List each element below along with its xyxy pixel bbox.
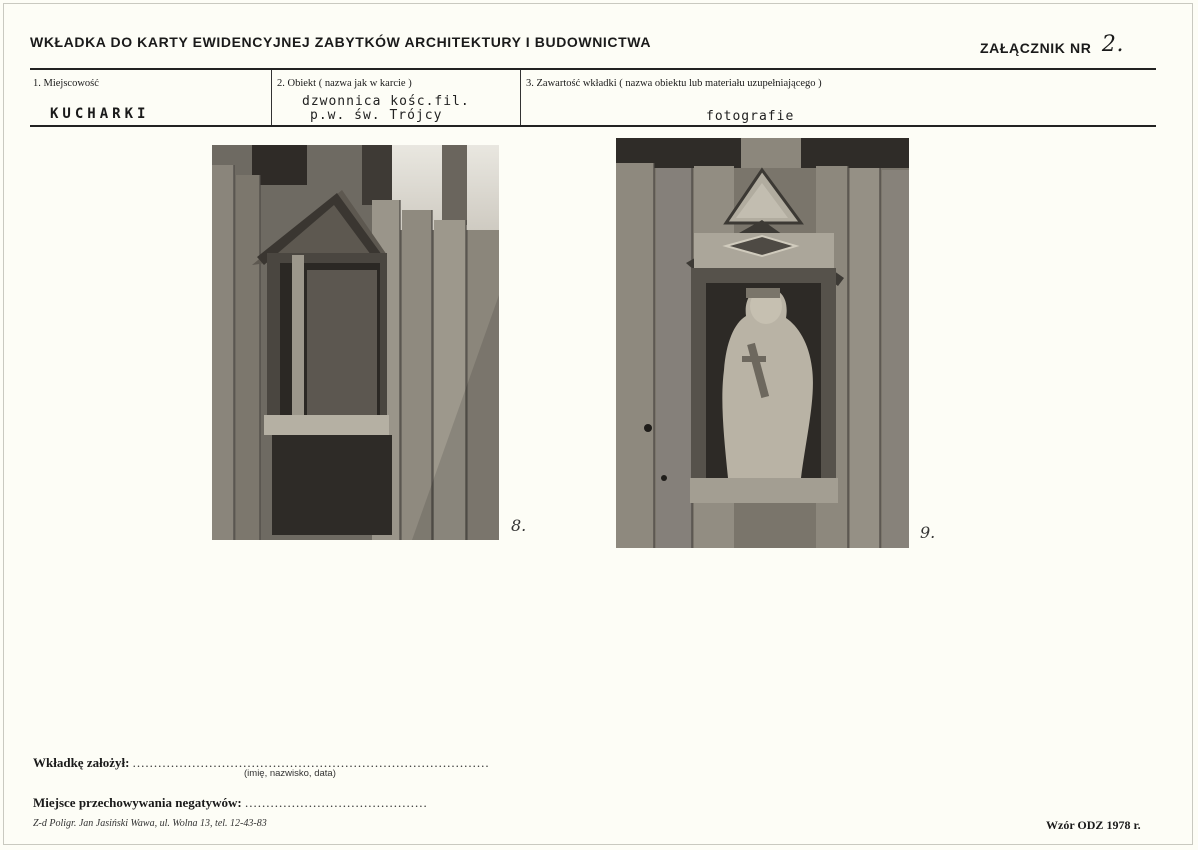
prepared-by-label: Wkładkę założył:	[33, 755, 130, 770]
header-rule-top	[30, 68, 1156, 70]
object-value-line2: p.w. św. Trójcy	[310, 108, 443, 123]
annex-label: ZAŁĄCZNIK NR	[980, 40, 1092, 56]
locality-label: 1. Miejscowość	[33, 78, 99, 89]
photo-8-image	[212, 145, 499, 540]
form-title: WKŁADKA DO KARTY EWIDENCYJNEJ ZABYTKÓW ARCHITEKTURY I BUDOWNICTWA	[30, 34, 652, 50]
photo-9	[616, 138, 909, 548]
storage-line	[33, 795, 428, 811]
header-rule-bottom	[30, 125, 1156, 127]
photo-9-image	[616, 138, 909, 548]
contents-label: 3. Zawartość wkładki ( nazwa obiektu lub materiału uzupełniającego )	[526, 78, 822, 89]
annex-number: 2.	[1101, 32, 1125, 57]
contents-value: fotografie	[706, 109, 795, 124]
field-divider	[271, 70, 272, 125]
object-value-line1: dzwonnica kośc.fil.	[302, 94, 470, 109]
printer-imprint: Z-d Poligr. Jan Jasiński Wawa, ul. Wolna 13, tel. 12-43-83	[33, 818, 267, 829]
field-divider	[520, 70, 521, 125]
object-label: 2. Obiekt ( nazwa jak w karcie )	[277, 78, 412, 89]
storage-field: ...........................................	[244, 795, 428, 810]
prepared-by-hint: (imię, nazwisko, data)	[244, 768, 336, 779]
annex-label-group	[980, 34, 1124, 59]
prepared-by-field: ....................................................................................	[132, 755, 490, 770]
storage-label: Miejsce przechowywania negatywów:	[33, 795, 242, 810]
form-pattern: Wzór ODZ 1978 r.	[1046, 818, 1141, 832]
photo-8-number: 8.	[511, 516, 527, 535]
locality-value: KUCHARKI	[50, 106, 150, 122]
photo-8	[212, 145, 499, 540]
page-frame	[3, 3, 1193, 845]
photo-9-number: 9.	[920, 523, 936, 542]
